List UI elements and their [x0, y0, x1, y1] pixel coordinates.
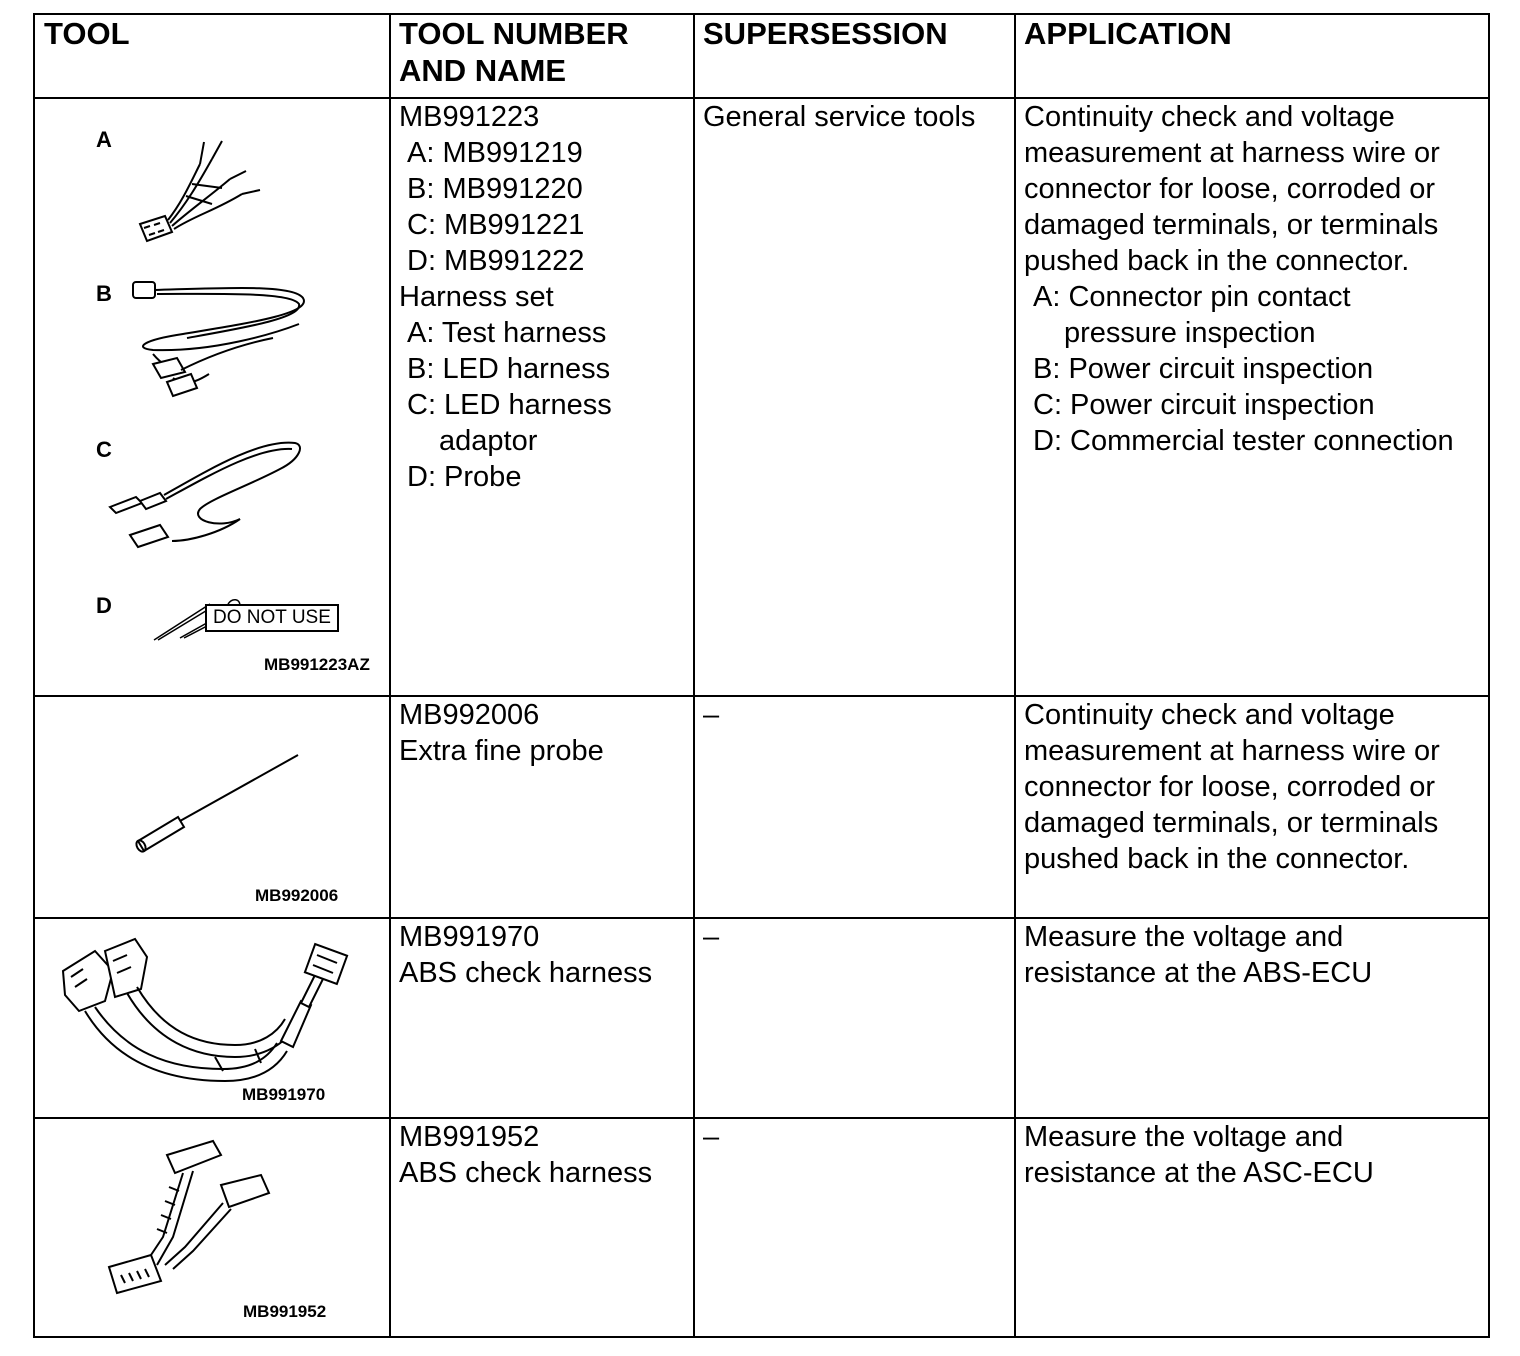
test-harness-drawing: [120, 124, 260, 254]
tool-name: ABS check harness: [399, 957, 653, 989]
text-line: D: Probe: [407, 461, 522, 493]
application-cell: [1024, 1119, 1374, 1191]
tool-number-name-cell: [399, 919, 652, 991]
header-tool: TOOL: [44, 16, 130, 51]
figure-label-d: D: [96, 593, 112, 618]
abs-check-harness-drawing: [55, 931, 355, 1096]
text-line: measurement at harness wire or: [1024, 137, 1440, 169]
tool-number: MB992006: [399, 699, 540, 731]
header-tool-number-name: [399, 15, 629, 89]
text-line: B: MB991220: [407, 173, 583, 205]
application-cell: [1024, 99, 1454, 459]
tool-number: MB991223: [399, 101, 540, 133]
text-line: B: LED harness: [407, 353, 611, 385]
figure-label-b: B: [96, 281, 112, 306]
tool-number: MB991952: [399, 1121, 540, 1153]
text-line: D: Commercial tester connection: [1033, 425, 1454, 457]
text-line: A: Test harness: [407, 317, 607, 349]
text-line: C: LED harness: [407, 389, 612, 421]
column-divider: [693, 15, 695, 1336]
text-line: resistance at the ABS-ECU: [1024, 957, 1373, 989]
extra-fine-probe-drawing: [130, 747, 310, 857]
text-line: Measure the voltage and: [1024, 1121, 1344, 1153]
text-line: pushed back in the connector.: [1024, 245, 1410, 277]
figure-label-a: A: [96, 127, 112, 152]
text-line: connector for loose, corroded or: [1024, 771, 1436, 803]
application-cell: [1024, 919, 1372, 991]
text-line: pushed back in the connector.: [1024, 843, 1410, 875]
header-line: AND NAME: [399, 53, 567, 88]
tool-number-name-cell: [399, 99, 612, 495]
text-line: damaged terminals, or terminals: [1024, 209, 1439, 241]
tool-figure-mb991223: [35, 99, 389, 695]
figure-caption: MB991952: [243, 1302, 327, 1321]
text-line: C: Power circuit inspection: [1033, 389, 1375, 421]
figure-caption: MB992006: [255, 886, 339, 905]
text-line: Continuity check and voltage: [1024, 101, 1395, 133]
header-line: TOOL NUMBER: [399, 16, 629, 51]
text-line: D: MB991222: [407, 245, 585, 277]
do-not-use-stamp: DO NOT USE: [205, 604, 339, 632]
text-line: C: MB991221: [407, 209, 585, 241]
tool-figure-mb992006: [35, 697, 389, 917]
text-line: connector for loose, corroded or: [1024, 173, 1436, 205]
supersession-cell: –: [703, 921, 720, 953]
text-line: pressure inspection: [1064, 317, 1316, 349]
tool-number: MB991970: [399, 921, 540, 953]
tool-number-name-cell: [399, 697, 604, 769]
text-line: measurement at harness wire or: [1024, 735, 1440, 767]
led-harness-drawing: [123, 274, 323, 404]
abs-check-harness-drawing: [103, 1137, 283, 1297]
tool-name: Extra fine probe: [399, 735, 604, 767]
tool-number-name-cell: [399, 1119, 652, 1191]
application-cell: [1024, 697, 1440, 877]
special-tools-table: [33, 13, 1490, 1338]
header-supersession: SUPERSESSION: [703, 16, 948, 51]
text-line: B: Power circuit inspection: [1033, 353, 1374, 385]
text-line: A: MB991219: [407, 137, 583, 169]
tool-name: ABS check harness: [399, 1157, 653, 1189]
led-harness-adaptor-drawing: [110, 429, 310, 559]
column-divider: [1014, 15, 1016, 1336]
header-application: APPLICATION: [1024, 16, 1232, 51]
text-line: Measure the voltage and: [1024, 921, 1344, 953]
text-line: damaged terminals, or terminals: [1024, 807, 1439, 839]
tool-name: Harness set: [399, 281, 554, 313]
tool-figure-mb991970: [35, 919, 389, 1117]
figure-label-c: C: [96, 437, 112, 462]
figure-caption: MB991970: [242, 1085, 326, 1104]
supersession-cell: –: [703, 1121, 720, 1153]
supersession-cell: –: [703, 699, 720, 731]
column-divider: [389, 15, 391, 1336]
text-line: adaptor: [439, 425, 538, 457]
text-line: A: Connector pin contact: [1033, 281, 1351, 313]
figure-caption: MB991223AZ: [264, 655, 370, 674]
supersession-cell: General service tools: [703, 101, 976, 133]
text-line: Continuity check and voltage: [1024, 699, 1395, 731]
tool-figure-mb991952: [35, 1119, 389, 1338]
text-line: resistance at the ASC-ECU: [1024, 1157, 1374, 1189]
